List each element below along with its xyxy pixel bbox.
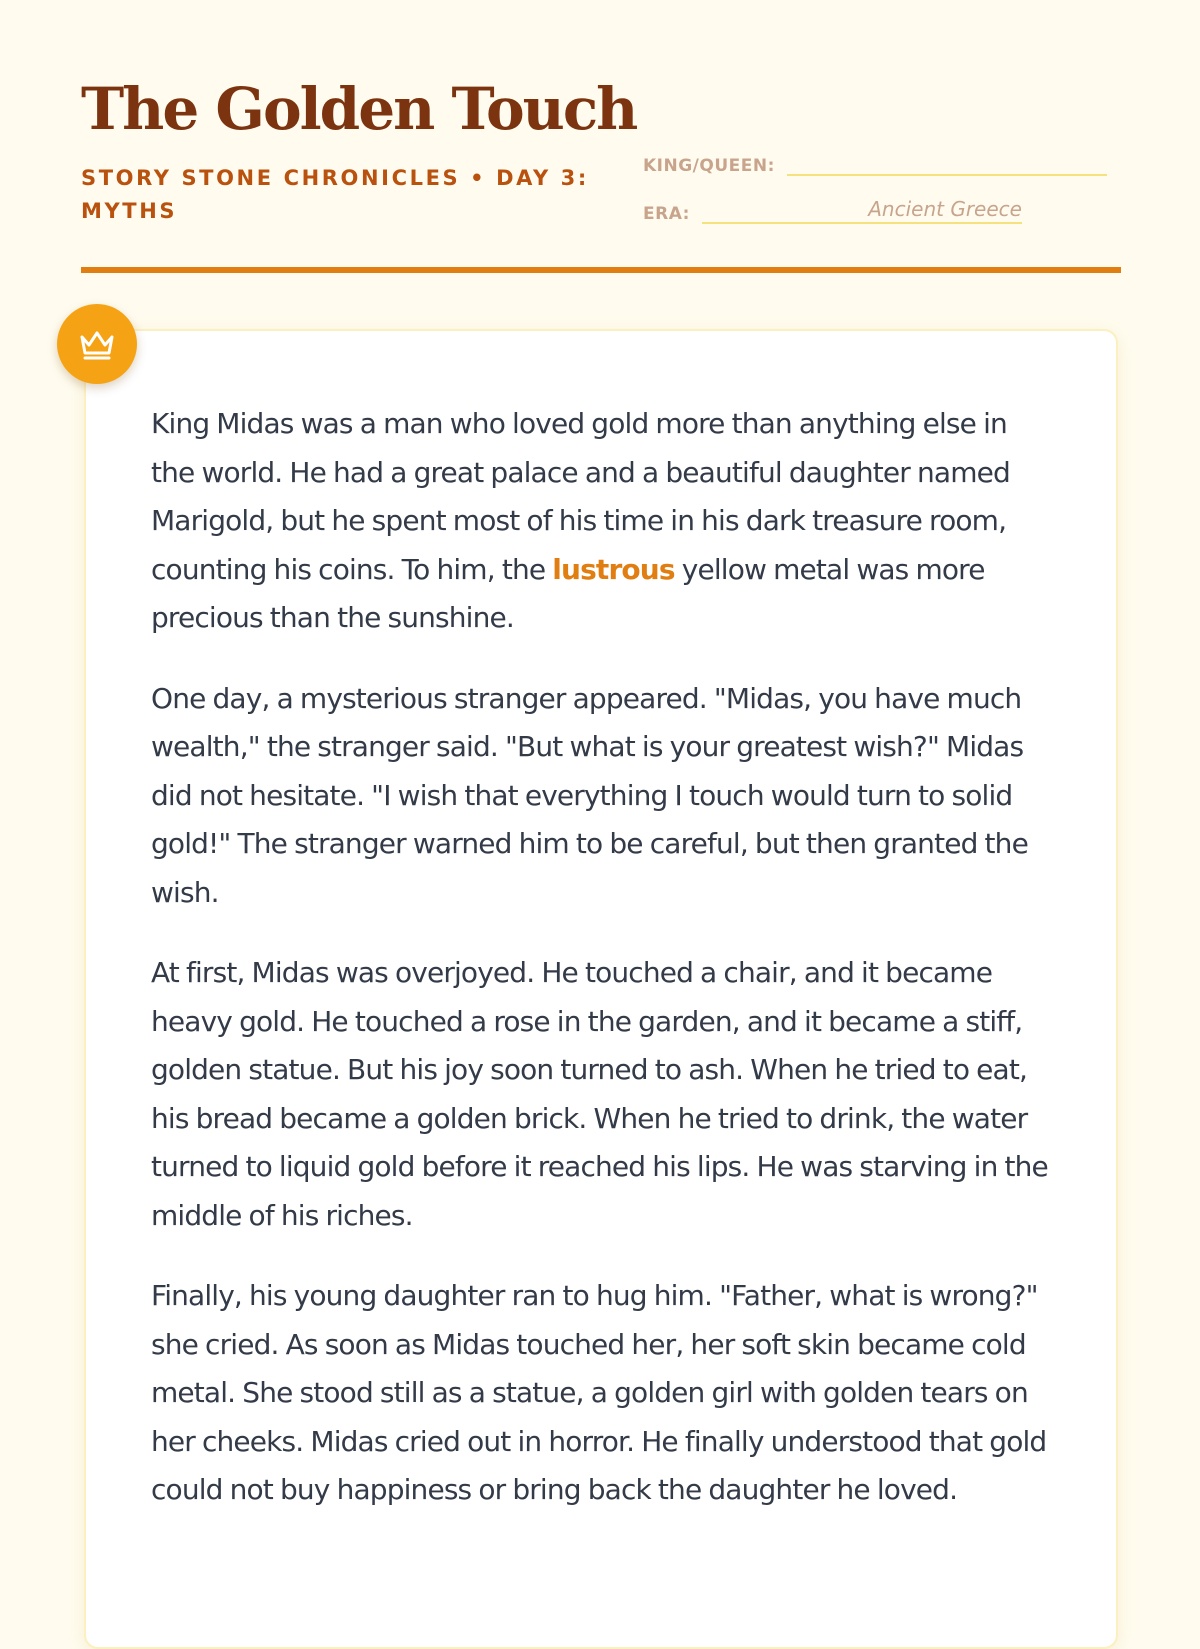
era-value: Ancient Greece xyxy=(868,197,1022,221)
story-paragraph-3: At first, Midas was overjoyed. He touched a chair, and it became heavy gold. He touched a rose in the garden, and it became a stiff, golden statue. But his joy soon turned to ash. When he tried to eat, his bread became a golden brick. When he tried to drink, the water turned to liquid gold before it reached his lips. He was starving in the middle of his riches. xyxy=(151,956,1048,1232)
story-paragraph-2: One day, a mysterious stranger appeared. "Midas, you have much wealth," the stranger said. "But what is your greatest wish?" Midas did not hesitate. "I wish that everything I touch would turn to solid gold!" The stranger warned him to be careful, but then granted the wish. xyxy=(151,681,1028,909)
story-text xyxy=(151,400,1051,1547)
page-subtitle: STORY STONE CHRONICLES • DAY 3: MYTHS xyxy=(81,166,589,223)
era-input-line[interactable] xyxy=(702,194,1022,224)
vocab-word: lustrous xyxy=(552,552,675,586)
worksheet-header xyxy=(81,0,1121,275)
header-divider xyxy=(81,267,1121,273)
story-paragraph-4: Finally, his young daughter ran to hug him. "Father, what is wrong?" she cried. As soon as Midas touched her, her soft skin became cold metal. She stood still as a statue, a golden girl with golden tears on her cheeks. Midas cried out in horror. He finally understood that gold could not buy happiness or bring back the daughter he loved. xyxy=(151,1279,1047,1506)
story-paragraph-1 xyxy=(151,400,1051,643)
crown-icon xyxy=(78,327,116,361)
king-queen-field[interactable] xyxy=(643,146,1107,176)
king-queen-label: KING/QUEEN: xyxy=(643,156,775,176)
era-label: ERA: xyxy=(643,204,690,224)
story-text-segment: yellow metal was more precious than the sunshine. xyxy=(151,552,985,634)
page-title: The Golden Touch xyxy=(81,75,637,143)
era-field[interactable] xyxy=(643,194,1022,224)
story-badge xyxy=(57,304,137,384)
story-text-segment: King Midas was a man who loved gold more than anything else in the world. He had a great palace and a beautiful daughter named Marigold, but he spent most of his time in his dark treasure room, counting his coins. To him, the xyxy=(151,407,1010,586)
king-queen-input-line[interactable] xyxy=(787,146,1107,176)
